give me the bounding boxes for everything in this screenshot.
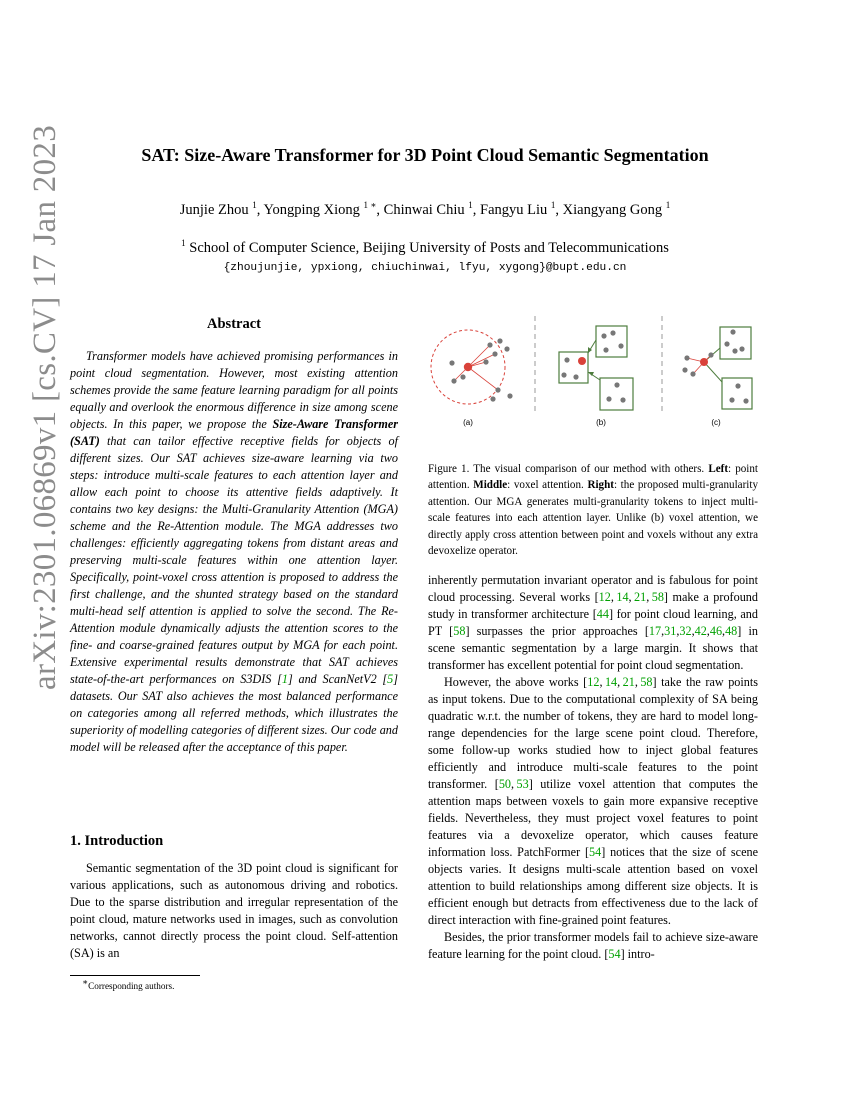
abstract-part: ] and ScanNetV2 [ — [287, 672, 388, 686]
citation-link[interactable]: 54 — [608, 947, 621, 961]
footnote — [82, 977, 174, 991]
caption-bold: Middle — [473, 479, 508, 492]
intro-body — [70, 860, 398, 962]
citation-link[interactable]: 58 — [453, 624, 466, 638]
citation-link[interactable]: 32 — [679, 624, 692, 638]
text-run: ] intro- — [620, 947, 655, 961]
panel-label: (c) — [711, 418, 721, 427]
author-name: Fangyu Liu — [480, 201, 548, 218]
citation-link[interactable]: 53 — [516, 777, 529, 791]
author-sep: , — [256, 201, 264, 218]
panel-c-mga — [682, 327, 752, 409]
text-run: ] notices that the size of scene objects varies. It designs multi-scale attention based on voxel attention to build relationships among different size objects. It is efficient enough but detracts from effectiveness due to the lack of direct interaction with fine-grained point features. — [428, 845, 758, 927]
citation-link[interactable]: 48 — [725, 624, 738, 638]
text-run: ] take the raw points as input tokens. Due to the computational complexity of SA being quadratic w.r.t. the number of tokens, they are hard to model long-range dependencies for the large scene point cloud. Therefore, some follow-up works studied how to inject global features efficiently and introduce multi-scale features to the point transformer. [ — [428, 675, 758, 791]
text-run: ] utilize voxel attention that computes the attention maps between voxels to gain more expansive receptive fields. Nevertheless, they must project voxel features to point features via a devoxelize operator, which causes feature information loss. PatchFormer [ — [428, 777, 758, 859]
author-mark: 1 ∗ — [363, 200, 377, 210]
citation-link[interactable]: 54 — [589, 845, 602, 859]
author-name: Xiangyang Gong — [562, 201, 663, 218]
right-column-body — [428, 572, 758, 963]
caption-part: : the proposed multi-granularity attention. Our MGA generates multi-granularity tokens to inject multi-scale features into each attention layer. Unlike (b) voxel attention, we directly apply cross attention between point and voxels without any extra devoxelize operator. — [428, 479, 758, 558]
affiliation-text: School of Computer Science, Beijing University of Posts and Telecommunications — [189, 239, 669, 256]
citation-link[interactable]: 58 — [640, 675, 653, 689]
text-run: inherently permutation invariant operator and is fabulous for point cloud processing. Several works [ — [428, 573, 758, 604]
center-point — [700, 358, 708, 366]
abstract-part: that can tailor effective receptive fields for objects of different sizes. Our SAT achieves size-aware learning via two steps: introduce multi-scale features to each attention layer and allow each point to choose its attentive fields adaptively. It contains two key designs: the Multi-Granularity Attention (MGA) scheme and the Re-Attention module. The MGA addresses two challenges: efficiently aggregating tokens from distant areas and preserving multi-scale features within one attention layer. Specifically, point-voxel cross attention is proposed to address the first challenge, and the shunted strategy based on the standard multi-head self attention is applied to solve the second. The Re-Attention module dynamically adjusts the attention scores to the fine- and coarse-grained features output by MGA for each point. Extensive experimental results demonstrate that SAT achieves state-of-the-art performances on S3DIS [ — [70, 434, 399, 686]
citation-link[interactable]: 14 — [604, 675, 618, 689]
figure-1-caption — [428, 461, 758, 559]
intro-paragraph: Semantic segmentation of the 3D point cloud is significant for various applications, such as autonomous driving and robotics. Due to the sparse distribution and irregular representation of the point cloud, mature networks used in images, such as convolution networks, cannot directly process the point cloud. Self-attention (SA) is an — [70, 861, 398, 960]
panel-a-point-attention — [431, 330, 513, 404]
citation-link[interactable]: 12 — [587, 675, 600, 689]
footnote-text: Corresponding authors. — [88, 981, 175, 992]
panel-label: (a) — [463, 418, 473, 427]
voxel-box — [596, 326, 627, 357]
text-run: ] in scene semantic segmentation by a large margin. It shows that transformer has excellent potential for point cloud segmentation. — [428, 624, 758, 672]
citation-link[interactable]: 1 — [281, 672, 288, 686]
panel-b-voxel-attention — [559, 326, 633, 410]
text-run: ] surpasses the prior approaches [ — [465, 624, 649, 638]
body-paragraph — [428, 929, 758, 963]
voxel-box — [722, 378, 752, 409]
citation-link[interactable]: 14 — [616, 590, 629, 604]
caption-bold: Left — [708, 463, 729, 475]
abstract-part: ] datasets. Our SAT also achieves the most balanced performance on categories among all referred methods, which illustrates the superiority of modelling categories of different sizes. Our code and model will be released after the acceptance of this paper. — [70, 672, 398, 754]
abstract-part: Transformer models have achieved promising performances in point cloud segmentation. However, most existing attention schemes provide the same feature learning paradigm for all points equally and overlook the enormous difference in size among scene objects. In this paper, we propose the — [70, 349, 398, 431]
author-mark: 1 — [252, 200, 257, 210]
author-emails: {zhoujunjie, ypxiong, chiuchinwai, lfyu, xygong}@bupt.edu.cn — [223, 262, 627, 274]
author-list — [0, 200, 850, 219]
abstract-text — [70, 348, 398, 756]
footnote-rule — [70, 975, 200, 976]
citation-link[interactable]: 50 — [498, 777, 511, 791]
abstract-body — [70, 348, 398, 756]
citation-link[interactable]: 21 — [622, 675, 635, 689]
caption-bold: Right — [587, 479, 614, 492]
center-point — [464, 363, 472, 371]
figure-1-diagram — [428, 312, 760, 432]
caption-part: : point attention. — [428, 463, 758, 492]
text-run: ] make a profound study in transformer architecture [ — [428, 590, 758, 621]
author-name: Junjie Zhou — [179, 201, 249, 218]
citation-link[interactable]: 12 — [598, 590, 611, 604]
voxel-box — [559, 352, 588, 383]
text-run: ] for point cloud learning, and PT [ — [428, 607, 758, 638]
caption-part: Figure 1. The visual comparison of our method with others. — [428, 463, 705, 475]
citation-link[interactable]: 58 — [651, 590, 664, 604]
author-sep: , — [376, 201, 384, 218]
citation-link[interactable]: 44 — [596, 607, 609, 621]
author-mark: 1 — [468, 200, 473, 210]
citation-link[interactable]: 31 — [664, 624, 677, 638]
text-run: Besides, the prior transformer models fail to achieve size-aware feature learning for the point cloud. [ — [428, 930, 758, 961]
citation-link[interactable]: 17 — [648, 624, 662, 638]
intro-heading: 1. Introduction — [70, 833, 164, 849]
author-mark: 1 — [665, 200, 671, 210]
author-mark: 1 — [550, 200, 556, 210]
caption-part: : voxel attention. — [507, 479, 584, 492]
citation-link[interactable]: 21 — [634, 590, 647, 604]
author-name: Chinwai Chiu — [383, 201, 465, 218]
author-sep: , — [472, 201, 480, 218]
footnote-mark: ∗ — [82, 977, 89, 987]
citation-link[interactable]: 46 — [709, 624, 723, 638]
affiliation — [0, 238, 850, 257]
center-point — [578, 357, 586, 365]
citation-link[interactable]: 42 — [694, 624, 707, 638]
author-sep: , — [555, 201, 563, 218]
affiliation-mark: 1 — [181, 238, 186, 248]
text-run: However, the above works [ — [444, 675, 588, 689]
sat-term: Size-Aware Transformer (SAT) — [70, 417, 398, 448]
arxiv-stamp: arXiv:2301.06869v1 [cs.CV] 17 Jan 2023 — [27, 124, 63, 690]
abstract-heading: Abstract — [207, 316, 261, 332]
citation-link[interactable]: 5 — [387, 672, 394, 686]
panel-label: (b) — [596, 418, 606, 427]
body-paragraph: inherently permutation invariant operator and is fabulous for point cloud processing. Several works [12, 14, 21, 58] make a profound study in transformer architecture [44] for point cloud learning, and PT [58] surpasses the prior approaches [17,31,32,42,46,48] in scene semantic segmentation by a large margin. It shows that transformer has excellent potential for point cloud segmentation. — [428, 573, 758, 672]
author-name: Yongping Xiong — [263, 201, 360, 218]
paper-title: SAT: Size-Aware Transformer for 3D Point Cloud Semantic Segmentation — [141, 145, 709, 165]
body-paragraph: However, the above works [12, 14, 21, 58] take the raw points as input tokens. Due to the computational complexity of SA being quadratic w.r.t. the number of tokens, they are hard to model long-range dependencies for the large scene point cloud. Therefore, some follow-up works studied how to inject global features efficiently and introduce multi-scale features to the point transformer. [50, 53] utilize voxel attention that computes the attention maps between voxels to gain more expansive receptive fields. Nevertheless, they must project voxel features to point features via a devoxelize operator, which causes feature information loss. PatchFormer [54] notices that the size of scene objects varies. It designs multi-scale attention based on voxel attention to build relationships among different size objects. It is efficient enough but detracts from effectiveness due to the lack of direct interaction with fine-grained point features. — [428, 675, 758, 927]
